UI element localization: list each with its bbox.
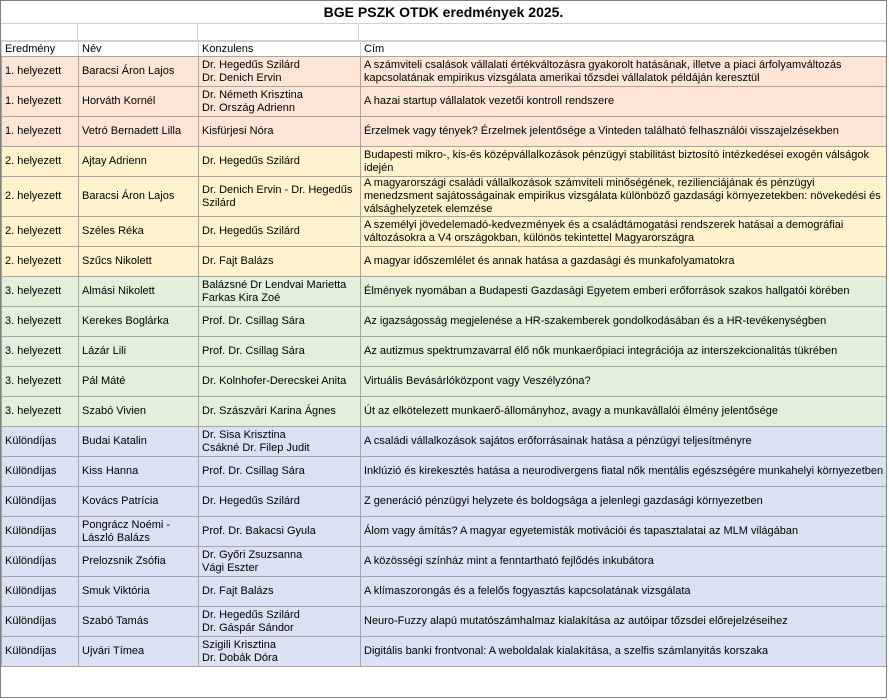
consultant-cell — [199, 547, 361, 577]
table-row — [2, 637, 888, 667]
result-cell: 2. helyezett — [2, 147, 79, 177]
name-cell: Kovács Patrícia — [79, 487, 199, 517]
consultant-name: Prof. Dr. Csillag Sára — [202, 465, 305, 477]
table-row — [2, 307, 888, 337]
title-cell: Z generáció pénzügyi helyzete és boldogsága a jelenlegi gazdasági környezetben — [361, 487, 888, 517]
table-row — [2, 57, 888, 87]
consultant-name: Dr. Hegedűs Szilárd — [202, 58, 300, 71]
empty-cell — [198, 24, 360, 40]
consultant-cell — [199, 517, 361, 547]
table-row — [2, 337, 888, 367]
title-cell: Érzelmek vagy tények? Érzelmek jelentősége a Vinteden található felhasználói visszajelzésekben — [361, 117, 888, 147]
result-cell: 2. helyezett — [2, 217, 79, 247]
consultant-cell — [199, 607, 361, 637]
title-cell: A magyarországi családi vállalkozások számviteli minőségének, rezilienciájának és pénzügyi menedzsment sajátosságainak empirikus vizsgálata különböző gazdasági környezetekben: növekedési és válsághelyzetek elemzése — [361, 177, 888, 217]
consultant-cell — [199, 577, 361, 607]
name-cell: Ajtay Adrienn — [79, 147, 199, 177]
consultant-name: Farkas Kira Zoé — [202, 291, 281, 304]
name-cell: Baracsi Áron Lajos — [79, 177, 199, 217]
result-cell: Különdíjas — [2, 637, 79, 667]
result-cell: 3. helyezett — [2, 337, 79, 367]
consultant-name: Dr. Szászvári Karina Ágnes — [202, 405, 336, 417]
title-cell: Budapesti mikro-, kis-és középvállalkozások pénzügyi stabilitást biztosító intézkedései exogén válságok idején — [361, 147, 888, 177]
column-header-cim: Cím — [361, 42, 888, 57]
empty-cell — [359, 24, 886, 40]
table-row — [2, 177, 888, 217]
title-cell: Élmények nyomában a Budapesti Gazdasági Egyetem emberi erőforrások szakos hallgatói körében — [361, 277, 888, 307]
title-cell: Inklúzió és kirekesztés hatása a neurodivergens fiatal nők mentális egészségére munkahelyi környezetben — [361, 457, 888, 487]
consultant-cell — [199, 397, 361, 427]
consultant-cell — [199, 247, 361, 277]
consultant-name: Prof. Dr. Csillag Sára — [202, 315, 305, 327]
empty-cell — [1, 24, 78, 40]
consultant-name: Dr. Denich Ervin — [202, 71, 282, 84]
table-row — [2, 87, 888, 117]
consultant-name: Dr. Ország Adrienn — [202, 101, 295, 114]
result-cell: 3. helyezett — [2, 397, 79, 427]
consultant-cell — [199, 177, 361, 217]
empty-cell — [78, 24, 198, 40]
table-body — [2, 57, 888, 667]
result-cell: 3. helyezett — [2, 367, 79, 397]
title-cell: A személyi jövedelemadó-kedvezmények és a családtámogatási rendszerek hatásai a demográfiai változásokra a V4 országokban, különös tekintettel Magyarországra — [361, 217, 888, 247]
result-cell: Különdíjas — [2, 427, 79, 457]
table-row — [2, 397, 888, 427]
table-row — [2, 577, 888, 607]
title-cell: Virtuális Bevásárlóközpont vagy Veszélyzóna? — [361, 367, 888, 397]
name-cell: Kerekes Boglárka — [79, 307, 199, 337]
table-row — [2, 487, 888, 517]
title-cell: A számviteli csalások vállalati értékváltozásra gyakorolt hatásának, illetve a piaci árfolyamváltozás kapcsolatának empirikus vizsgálata amerikai tőzsdei vállalatok példáján keresztül — [361, 57, 888, 87]
title-cell: Álom vagy ámítás? A magyar egyetemisták motivációi és tapasztalatai az MLM világában — [361, 517, 888, 547]
title-cell: A közösségi színház mint a fenntartható fejlődés inkubátora — [361, 547, 888, 577]
header-row — [2, 42, 888, 57]
consultant-name: Dr. Denich Ervin - Dr. Hegedűs Szilárd — [202, 183, 353, 209]
consultant-cell — [199, 87, 361, 117]
consultant-name: Dr. Győri Zsuzsanna — [202, 548, 303, 561]
title-cell: Út az elkötelezett munkaerő-állományhoz, avagy a munkavállalói élmény jelentősége — [361, 397, 888, 427]
result-cell: 1. helyezett — [2, 117, 79, 147]
table-row — [2, 367, 888, 397]
result-cell: 3. helyezett — [2, 277, 79, 307]
column-header-eredmeny: Eredmény — [2, 42, 79, 57]
consultant-name: Dr. Hegedűs Szilárd — [202, 608, 300, 621]
consultant-cell — [199, 57, 361, 87]
empty-row — [1, 24, 886, 41]
name-cell: Szabó Vivien — [79, 397, 199, 427]
consultant-name: Dr. Hegedűs Szilárd — [202, 495, 300, 507]
consultant-name: Dr. Hegedűs Szilárd — [202, 225, 300, 237]
consultant-name: Csákné Dr. Filep Judit — [202, 441, 310, 454]
page-title: BGE PSZK OTDK eredmények 2025. — [1, 1, 886, 24]
name-cell: Szűcs Nikolett — [79, 247, 199, 277]
name-cell: Pongrácz Noémi - László Balázs — [79, 517, 199, 547]
name-cell: Smuk Viktória — [79, 577, 199, 607]
result-cell: 1. helyezett — [2, 57, 79, 87]
result-cell: 3. helyezett — [2, 307, 79, 337]
table-row — [2, 147, 888, 177]
table-row — [2, 217, 888, 247]
name-cell: Széles Réka — [79, 217, 199, 247]
table-row — [2, 547, 888, 577]
consultant-name: Prof. Dr. Bakacsi Gyula — [202, 525, 316, 537]
consultant-name: Dr. Németh Krisztina — [202, 88, 303, 101]
title-cell: Neuro-Fuzzy alapú mutatószámhalmaz kialakítása az autóipar tőzsdei előrejelzéseihez — [361, 607, 888, 637]
result-cell: Különdíjas — [2, 517, 79, 547]
consultant-cell — [199, 367, 361, 397]
name-cell: Pál Máté — [79, 367, 199, 397]
name-cell: Ujvári Tímea — [79, 637, 199, 667]
title-cell: A magyar időszemlélet és annak hatása a gazdasági és munkafolyamatokra — [361, 247, 888, 277]
consultant-name: Dr. Fajt Balázs — [202, 585, 274, 597]
name-cell: Almási Nikolett — [79, 277, 199, 307]
name-cell: Baracsi Áron Lajos — [79, 57, 199, 87]
consultant-cell — [199, 217, 361, 247]
result-cell: 2. helyezett — [2, 177, 79, 217]
column-header-konzulens: Konzulens — [199, 42, 361, 57]
result-cell: Különdíjas — [2, 577, 79, 607]
name-cell: Vetró Bernadett Lilla — [79, 117, 199, 147]
consultant-name: Dr. Fajt Balázs — [202, 255, 274, 267]
name-cell: Lázár Lili — [79, 337, 199, 367]
consultant-cell — [199, 337, 361, 367]
result-cell: 1. helyezett — [2, 87, 79, 117]
title-cell: Az igazságosság megjelenése a HR-szakemberek gondolkodásában és a HR-tevékenységben — [361, 307, 888, 337]
table-row — [2, 277, 888, 307]
consultant-name: Kisfürjesi Nóra — [202, 125, 274, 137]
results-table — [1, 41, 887, 667]
table-row — [2, 517, 888, 547]
consultant-cell — [199, 427, 361, 457]
consultant-name: Vági Eszter — [202, 561, 259, 574]
consultant-cell — [199, 147, 361, 177]
consultant-cell — [199, 307, 361, 337]
consultant-name: Dr. Kolnhofer-Derecskei Anita — [202, 375, 347, 387]
consultant-name: Dr. Hegedűs Szilárd — [202, 155, 300, 167]
table-row — [2, 427, 888, 457]
name-cell: Horváth Kornél — [79, 87, 199, 117]
name-cell: Prelozsnik Zsófia — [79, 547, 199, 577]
consultant-name: Dr. Gáspár Sándor — [202, 621, 294, 634]
title-cell: Az autizmus spektrumzavarral élő nők munkaerőpiaci integrációja az interszekcionalitás tükrében — [361, 337, 888, 367]
result-cell: Különdíjas — [2, 457, 79, 487]
title-cell: Digitális banki frontvonal: A weboldalak kialakítása, a szelfis számlanyitás korszaka — [361, 637, 888, 667]
consultant-cell — [199, 117, 361, 147]
table-row — [2, 457, 888, 487]
consultant-name: Dr. Sisa Krisztina — [202, 428, 286, 441]
consultant-name: Dr. Dobák Dóra — [202, 651, 278, 664]
consultant-cell — [199, 487, 361, 517]
consultant-cell — [199, 637, 361, 667]
result-cell: Különdíjas — [2, 487, 79, 517]
column-header-nev: Név — [79, 42, 199, 57]
result-cell: Különdíjas — [2, 547, 79, 577]
name-cell: Kiss Hanna — [79, 457, 199, 487]
result-cell: 2. helyezett — [2, 247, 79, 277]
table-row — [2, 607, 888, 637]
consultant-cell — [199, 277, 361, 307]
table-row — [2, 117, 888, 147]
consultant-name: Szigili Krisztina — [202, 638, 276, 651]
consultant-name: Balázsné Dr Lendvai Marietta — [202, 278, 347, 291]
consultant-name: Prof. Dr. Csillag Sára — [202, 345, 305, 357]
name-cell: Budai Katalin — [79, 427, 199, 457]
result-cell: Különdíjas — [2, 607, 79, 637]
name-cell: Szabó Tamás — [79, 607, 199, 637]
table-row — [2, 247, 888, 277]
consultant-cell — [199, 457, 361, 487]
title-cell: A hazai startup vállalatok vezetői kontroll rendszere — [361, 87, 888, 117]
title-cell: A családi vállalkozások sajátos erőforrásainak hatása a pénzügyi teljesítményre — [361, 427, 888, 457]
title-cell: A klímaszorongás és a felelős fogyasztás kapcsolatának vizsgálata — [361, 577, 888, 607]
